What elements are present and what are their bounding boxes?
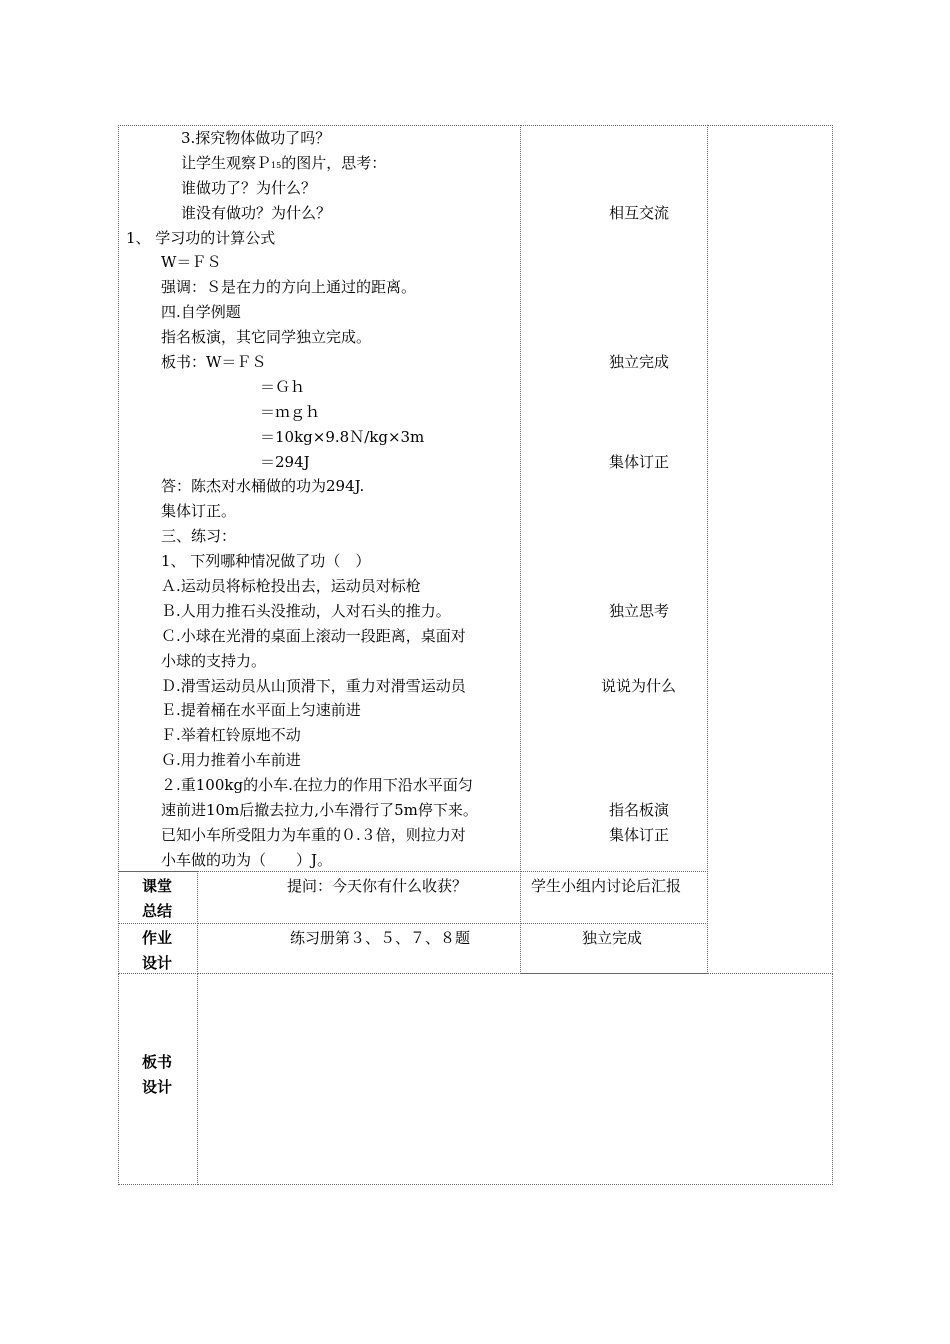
main-line: ＝Ｇｈ	[260, 378, 306, 396]
notes-cell	[707, 125, 833, 974]
homework-activity: 独立完成	[582, 929, 643, 947]
board-label-line2: 设计	[142, 1078, 173, 1096]
main-line: 集体订正。	[161, 502, 237, 520]
main-line: ２.重100kg的小车.在拉力的作用下沿水平面匀	[161, 776, 473, 794]
homework-label-line2: 设计	[142, 954, 173, 972]
main-line: 谁做功了？为什么？	[181, 179, 317, 197]
main-line: 3.探究物体做功了吗？	[181, 129, 331, 147]
summary-label-line1: 课堂	[142, 877, 173, 895]
student-activity-text: 相互交流	[609, 204, 670, 222]
board-label-line1: 板书	[142, 1053, 173, 1071]
main-line: 小球的支持力。	[161, 652, 267, 670]
main-line: Ｅ.提着桶在水平面上匀速前进	[161, 701, 361, 719]
main-line: W＝ＦＳ	[161, 253, 222, 271]
main-line: Ａ.运动员将标枪投出去，运动员对标枪	[161, 577, 421, 595]
main-line: 1、 下列哪种情况做了功（ ）	[161, 552, 371, 570]
main-line: Ｃ.小球在光滑的桌面上滚动一段距离，桌面对	[161, 627, 466, 645]
student-activity-text: 集体订正	[609, 826, 670, 844]
main-line: 四.自学例题	[161, 303, 241, 321]
main-line: ＝ｍｇｈ	[260, 403, 321, 421]
main-line: 板书：W＝ＦＳ	[161, 353, 267, 371]
summary-content: 提问：今天你有什么收获？	[287, 877, 468, 895]
student-activity-text: 集体订正	[609, 453, 670, 471]
main-line: 三、练习：	[161, 527, 237, 545]
main-line: 指名板演，其它同学独立完成。	[161, 328, 372, 346]
student-activity-cell	[520, 125, 708, 872]
main-line: 谁没有做功？为什么？	[181, 204, 332, 222]
main-line: Ｇ.用力推着小车前进	[161, 751, 301, 769]
main-line	[181, 151, 386, 178]
main-line: ＝294J	[260, 453, 310, 471]
summary-activity: 学生小组内讨论后汇报	[531, 877, 682, 895]
main-line: 小车做的功为（ ）J。	[161, 851, 333, 869]
main-line: 1、 学习功的计算公式	[126, 229, 276, 247]
main-line: Ｂ.人用力推石头没推动，人对石头的推力。	[161, 602, 451, 620]
main-line-text: 的图片，思考：	[281, 154, 387, 172]
student-activity-text: 独立完成	[609, 353, 670, 371]
main-line: 速前进10m后撤去拉力,小车滑行了5m停下来。	[161, 801, 478, 819]
student-activity-text: 指名板演	[609, 801, 670, 819]
homework-label-line1: 作业	[142, 929, 173, 947]
student-activity-text: 独立思考	[609, 602, 670, 620]
main-line-text: 让学生观察Ｐ	[181, 154, 272, 172]
main-line: 强调：Ｓ是在力的方向上通过的距离。	[161, 278, 417, 296]
main-line: ＝10kg×9.8Ｎ/kg×3m	[260, 428, 425, 446]
homework-content: 练习册第３、５、７、８题	[290, 929, 471, 947]
summary-label-line2: 总结	[142, 902, 173, 920]
page-subscript: 15	[271, 161, 282, 170]
board-content-cell	[197, 973, 833, 1185]
main-line: Ｆ.举着杠铃原地不动	[161, 726, 301, 744]
main-line: 已知小车所受阻力为车重的０.３倍，则拉力对	[161, 826, 466, 844]
main-line: Ｄ.滑雪运动员从山顶滑下，重力对滑雪运动员	[161, 677, 466, 695]
main-line: 答：陈杰对水桶做的功为294J.	[161, 477, 365, 495]
student-activity-text: 说说为什么	[601, 677, 677, 695]
